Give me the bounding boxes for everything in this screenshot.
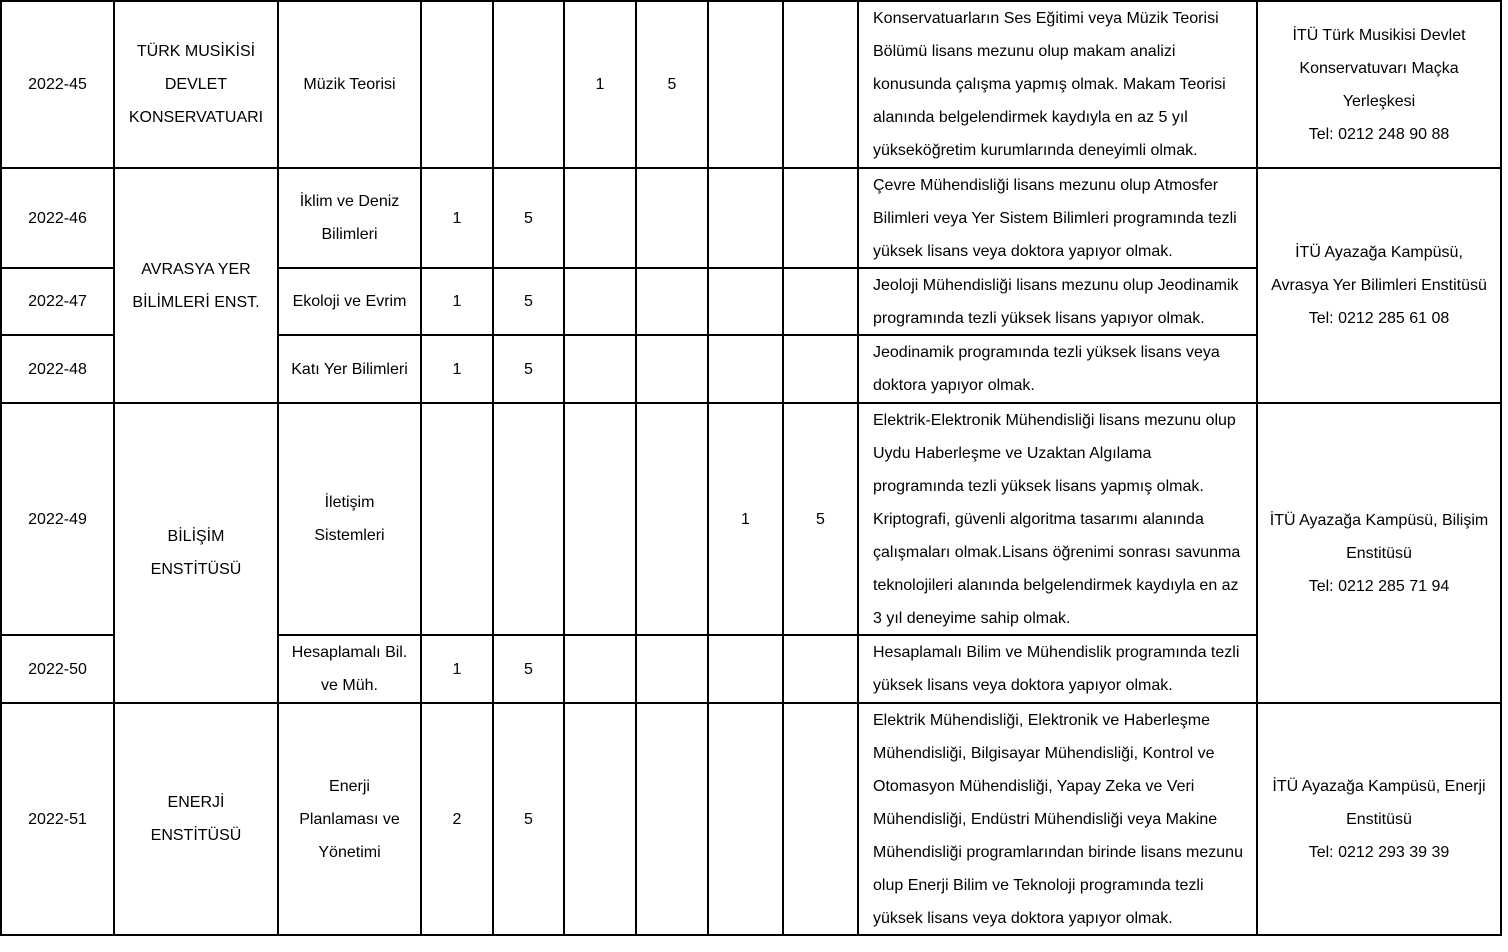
unit-name-text: AVRASYA YER BİLİMLERİ ENST.: [132, 260, 260, 311]
requirement-text-content: Jeodinamik programında tezli yüksek lisans veya doktora yapıyor olmak.: [873, 344, 1220, 394]
contact-phone: Tel: 0212 285 61 08: [1308, 310, 1450, 327]
grid-line: [492, 0, 494, 936]
count-cell: [709, 704, 782, 934]
unit-name: [115, 404, 277, 702]
count-cell: 5: [524, 293, 533, 310]
contact-phone: Tel: 0212 248 90 88: [1308, 125, 1450, 143]
count-cell: [565, 269, 635, 334]
contact-place: İTÜ Ayazağa Kampüsü, Avrasya Yer Bilimleri Enstitüsü: [1271, 244, 1487, 294]
unit-name-text: TÜRK MUSİKİSİ DEVLET KONSERVATUARI: [128, 43, 264, 126]
grid-line: [563, 0, 565, 936]
count-cell: 1: [452, 660, 462, 678]
ilan-code: 2022-49: [28, 510, 87, 528]
ilan-code: 2022-50: [28, 660, 87, 678]
count-cell: [565, 404, 635, 634]
requirement-text-content: Çevre Mühendisliği lisans mezunu olup Atmosfer Bilimleri veya Yer Sistem Bilimleri programında tezli yüksek lisans veya doktora yapıyor olmak.: [873, 176, 1237, 260]
program-name-text: Müzik Teorisi: [303, 76, 396, 93]
requirement-text-content: Konservatuarların Ses Eğitimi veya Müzik Teorisi Bölümü lisans mezunu olup makam analizi konusunda çalışma yapmış olmak. Makam Teorisi alanında belgelendirmek kaydıyla en az 5 yıl yükseköğretim kurumlarında deneyimli olmak.: [873, 10, 1226, 159]
count-cell: 1: [452, 360, 462, 378]
grid-line: [277, 0, 279, 936]
grid-line: [0, 634, 115, 636]
count-cell: [784, 704, 857, 934]
ilan-code: 2022-48: [28, 360, 87, 378]
ilan-code: 2022-45: [28, 76, 87, 93]
program-name-text: İletişim Sistemleri: [314, 494, 385, 544]
count-cell: [784, 636, 857, 702]
program-name: [279, 404, 420, 634]
program-name-text: İklim ve Deniz Bilimleri: [299, 193, 400, 243]
grid-line: [782, 0, 784, 936]
grid-line: [0, 167, 1502, 169]
count-cell: [637, 704, 707, 934]
grid-line: [277, 267, 1258, 269]
contact-info: [1258, 404, 1500, 702]
count-cell: 5: [667, 76, 677, 93]
unit-name-text: ENERJİ ENSTİTÜSÜ: [150, 794, 242, 844]
grid-line: [277, 334, 1258, 336]
grid-line: [420, 0, 422, 936]
count-cell: [784, 336, 857, 402]
count-cell: 1: [595, 76, 605, 93]
requirement-text: [859, 636, 1256, 702]
count-cell: [709, 269, 782, 334]
contact-place: İTÜ Ayazağa Kampüsü, Enerji Enstitüsü: [1272, 777, 1486, 828]
count-cell: 1: [452, 209, 462, 227]
program-name: [279, 169, 420, 267]
unit-name-text: BİLİŞİM ENSTİTÜSÜ: [150, 528, 242, 578]
grid-line: [635, 0, 637, 936]
contact-info: [1258, 2, 1500, 167]
count-cell: [494, 2, 563, 167]
grid-line: [0, 402, 1502, 404]
ilan-code: 2022-51: [28, 810, 87, 828]
count-cell: 1: [452, 293, 462, 310]
unit-name: [115, 169, 277, 402]
count-cell: [637, 636, 707, 702]
count-cell: [637, 169, 707, 267]
count-cell: [709, 336, 782, 402]
count-cell: [565, 636, 635, 702]
program-name: [279, 636, 420, 702]
program-name-text: Ekoloji ve Evrim: [292, 293, 407, 310]
program-name: [279, 2, 420, 167]
count-cell: [422, 404, 492, 634]
count-cell: 5: [524, 209, 533, 227]
count-cell: 5: [524, 660, 533, 678]
grid-line: [0, 0, 2, 936]
count-cell: 1: [741, 510, 750, 528]
count-cell: [709, 2, 782, 167]
count-cell: 5: [524, 360, 533, 378]
requirement-text: [859, 269, 1256, 334]
contact-place: İTÜ Türk Musikisi Devlet Konservatuvarı Maçka Yerleşkesi: [1292, 26, 1466, 110]
count-cell: [709, 169, 782, 267]
count-cell: [784, 2, 857, 167]
grid-line: [0, 934, 1502, 936]
contact-phone: Tel: 0212 293 39 39: [1308, 843, 1450, 861]
program-name-text: Katı Yer Bilimleri: [291, 360, 408, 378]
program-name-text: Enerji Planlaması ve Yönetimi: [299, 777, 400, 861]
grid-line: [0, 0, 1502, 2]
program-name: [279, 336, 420, 402]
count-cell: 5: [816, 510, 825, 528]
requirement-text: [859, 2, 1256, 167]
grid-line: [0, 334, 115, 336]
count-cell: [637, 336, 707, 402]
grid-line: [0, 267, 115, 269]
program-name: [279, 704, 420, 934]
count-cell: [637, 404, 707, 634]
contact-phone: Tel: 0212 285 71 94: [1308, 577, 1450, 595]
count-cell: 5: [524, 810, 533, 828]
grid-line: [277, 634, 1258, 636]
program-name: [279, 269, 420, 334]
grid-line: [0, 702, 1502, 704]
grid-line: [857, 0, 859, 936]
contact-info: [1258, 704, 1500, 934]
requirement-text-content: Elektrik Mühendisliği, Elektronik ve Haberleşme Mühendisliği, Bilgisayar Mühendisliği, Kontrol ve Otomasyon Mühendisliği, Yapay Zeka ve Veri Mühendisliği, Endüstri Mühendisliği veya Makine Mühendisliği programlarından birinde lisans mezunu olup Enerji Bilim ve Teknoloji programında tezli yüksek lisans veya doktora yapıyor olmak.: [873, 711, 1243, 927]
ilan-code: 2022-46: [28, 209, 87, 227]
count-cell: [637, 269, 707, 334]
count-cell: [422, 2, 492, 167]
grid-line: [113, 0, 115, 936]
count-cell: 2: [452, 810, 462, 828]
count-cell: [565, 704, 635, 934]
count-cell: [784, 169, 857, 267]
program-name-text: Hesaplamalı Bil. ve Müh.: [291, 644, 408, 694]
contact-info: [1258, 169, 1500, 402]
count-cell: [565, 336, 635, 402]
grid-line: [1500, 0, 1502, 936]
requirement-text: [859, 336, 1256, 402]
grid-line: [707, 0, 709, 936]
requirement-text-content: Hesaplamalı Bilim ve Mühendislik programında tezli yüksek lisans veya doktora yapıyor olmak.: [873, 644, 1240, 694]
requirement-text: [859, 704, 1256, 934]
ilan-code: 2022-47: [28, 293, 87, 310]
count-cell: [494, 404, 563, 634]
requirement-text: [859, 169, 1256, 267]
requirement-text-content: Jeoloji Mühendisliği lisans mezunu olup Jeodinamik programında tezli yüksek lisans yapıyor olmak.: [873, 276, 1239, 327]
unit-name: [115, 2, 277, 167]
contact-place: İTÜ Ayazağa Kampüsü, Bilişim Enstitüsü: [1269, 511, 1489, 562]
requirement-text: [859, 404, 1256, 634]
count-cell: [709, 636, 782, 702]
count-cell: [784, 269, 857, 334]
count-cell: [565, 169, 635, 267]
requirement-text-content: Elektrik-Elektronik Mühendisliği lisans mezunu olup Uydu Haberleşme ve Uzaktan Algılama programında tezli yüksek lisans yapmış olmak. Kriptografi, güvenli algoritma tasarımı alanında çalışmaları olmak.Lisans öğrenimi sonrası savunma teknolojileri alanında belgelendirmek kaydıyla en az 3 yıl deneyime sahip olmak.: [873, 411, 1241, 627]
unit-name: [115, 704, 277, 934]
grid-line: [1256, 0, 1258, 936]
